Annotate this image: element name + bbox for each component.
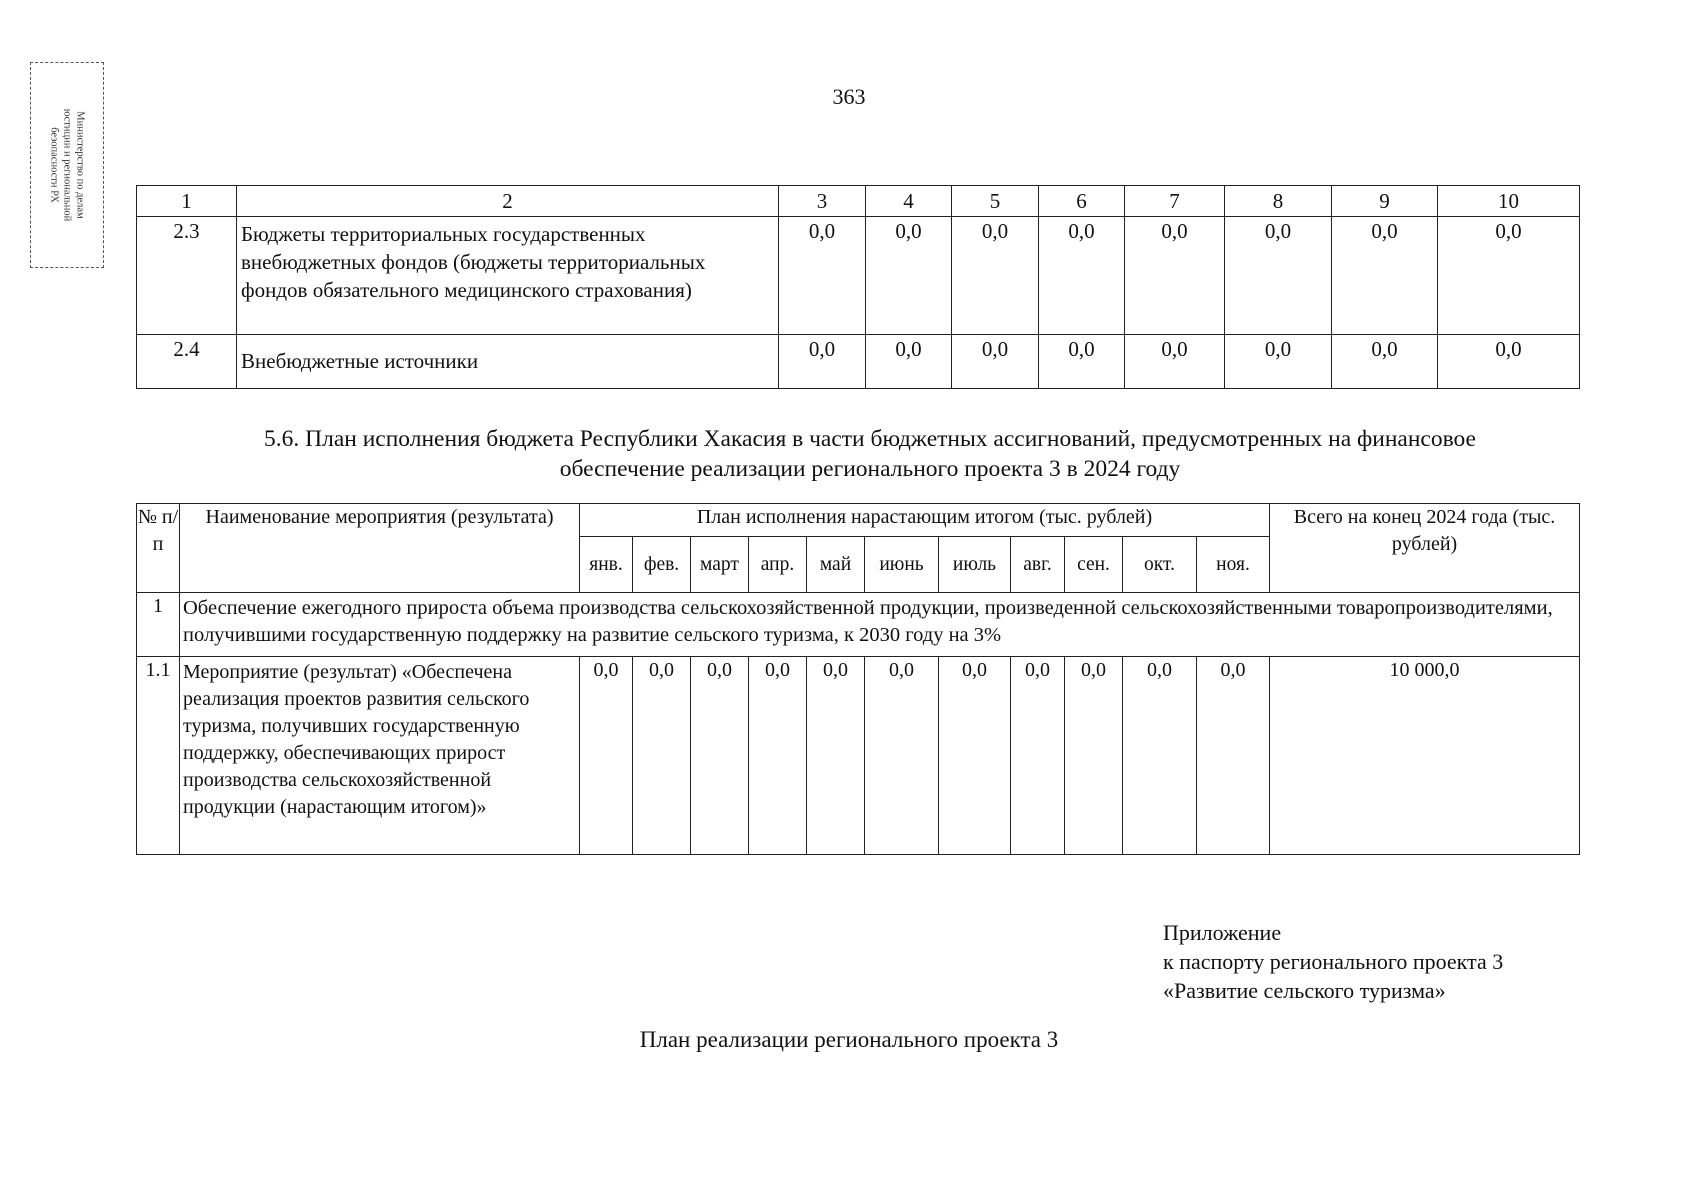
- cell-value: 0,0: [779, 217, 866, 335]
- cell-value: 0,0: [749, 657, 807, 855]
- table-row: [137, 657, 1580, 855]
- header-month: фев.: [633, 537, 691, 593]
- header-month: сен.: [1065, 537, 1123, 593]
- goal-text: Обеспечение ежегодного прироста объема производства сельскохозяйственной продукции, произведенной сельскохозяйственными товаропроизводителями, получившими государственную поддержку на развитие сельского туризма, к 2030 году на 3%: [180, 593, 1580, 657]
- table-row: [137, 217, 1580, 335]
- cell-value: 0,0: [580, 657, 633, 855]
- column-number: 4: [866, 186, 952, 217]
- header-plan-group: План исполнения нарастающим итогом (тыс. рублей): [580, 504, 1270, 537]
- row-number: 2.3: [137, 217, 237, 335]
- cell-value: 0,0: [1332, 217, 1438, 335]
- cell-value: 0,0: [1039, 335, 1125, 389]
- cell-value: 0,0: [691, 657, 749, 855]
- column-number: 3: [779, 186, 866, 217]
- cell-value: 0,0: [866, 335, 952, 389]
- table-header-row: [137, 186, 1580, 217]
- table-row: [137, 335, 1580, 389]
- header-month: янв.: [580, 537, 633, 593]
- cell-value: 0,0: [1125, 335, 1225, 389]
- cell-value: 0,0: [1438, 335, 1580, 389]
- cell-value: 0,0: [952, 217, 1039, 335]
- header-month: апр.: [749, 537, 807, 593]
- row-name: Внебюджетные источники: [237, 335, 779, 389]
- appendix-note: [1163, 918, 1503, 1005]
- column-number: 1: [137, 186, 237, 217]
- cell-value: 0,0: [865, 657, 939, 855]
- section-title-line: 5.6. План исполнения бюджета Республики Хакасия в части бюджетных ассигнований, предусмотренных на финансовое: [264, 426, 1476, 452]
- cell-value: 0,0: [807, 657, 865, 855]
- cell-value: 0,0: [1123, 657, 1197, 855]
- header-month: ноя.: [1197, 537, 1270, 593]
- goal-row: [137, 593, 1580, 657]
- row-name: Бюджеты территориальных государственных внебюджетных фондов (бюджеты территориальных фондов обязательного медицинского страхования): [237, 217, 779, 335]
- header-month: март: [691, 537, 749, 593]
- row-event-name: Мероприятие (результат) «Обеспечена реализация проектов развития сельского туризма, получивших государственную поддержку, обеспечивающих прирост производства сельскохозяйственной продукции (нарастающим итогом)»: [180, 657, 580, 855]
- section-title: [150, 424, 1590, 484]
- cell-total: 10 000,0: [1270, 657, 1580, 855]
- cell-value: 0,0: [779, 335, 866, 389]
- section-title-line: обеспечение реализации регионального проекта 3 в 2024 году: [559, 456, 1181, 482]
- appendix-line: «Развитие сельского туризма»: [1163, 978, 1446, 1003]
- budget-plan-table: [136, 503, 1580, 855]
- stamp-line: юстиции и региональной: [61, 108, 73, 222]
- header-month: май: [807, 537, 865, 593]
- cell-value: 0,0: [1332, 335, 1438, 389]
- column-number: 8: [1225, 186, 1332, 217]
- cell-value: 0,0: [1065, 657, 1123, 855]
- stamp-line: Министерство по делам: [74, 111, 86, 219]
- header-total: Всего на конец 2024 года (тыс. рублей): [1270, 504, 1580, 593]
- column-number: 9: [1332, 186, 1438, 217]
- cell-value: 0,0: [939, 657, 1011, 855]
- row-number: 1.1: [137, 657, 180, 855]
- column-number: 2: [237, 186, 779, 217]
- appendix-line: Приложение: [1163, 920, 1282, 945]
- cell-value: 0,0: [1225, 217, 1332, 335]
- row-number: 2.4: [137, 335, 237, 389]
- stamp-line: безопасности РХ: [48, 127, 60, 203]
- cell-value: 0,0: [1438, 217, 1580, 335]
- column-number: 7: [1125, 186, 1225, 217]
- cell-value: 0,0: [952, 335, 1039, 389]
- page-number: 363: [832, 84, 866, 109]
- cell-value: 0,0: [1011, 657, 1065, 855]
- header-month: июль: [939, 537, 1011, 593]
- plan-title: План реализации регионального проекта 3: [639, 1027, 1059, 1052]
- header-month: окт.: [1123, 537, 1197, 593]
- header-event-name: Наименование мероприятия (результата): [180, 504, 580, 593]
- column-number: 5: [952, 186, 1039, 217]
- cell-value: 0,0: [1125, 217, 1225, 335]
- header-month: авг.: [1011, 537, 1065, 593]
- cell-value: 0,0: [1039, 217, 1125, 335]
- cell-value: 0,0: [866, 217, 952, 335]
- goal-number: 1: [137, 593, 180, 657]
- cell-value: 0,0: [1225, 335, 1332, 389]
- header-number: № п/п: [137, 504, 180, 593]
- table-header-row: [137, 504, 1580, 537]
- cell-value: 0,0: [633, 657, 691, 855]
- budget-sources-table: [136, 185, 1580, 389]
- column-number: 6: [1039, 186, 1125, 217]
- header-month: июнь: [865, 537, 939, 593]
- column-number: 10: [1438, 186, 1580, 217]
- appendix-line: к паспорту регионального проекта 3: [1163, 949, 1504, 974]
- cell-value: 0,0: [1197, 657, 1270, 855]
